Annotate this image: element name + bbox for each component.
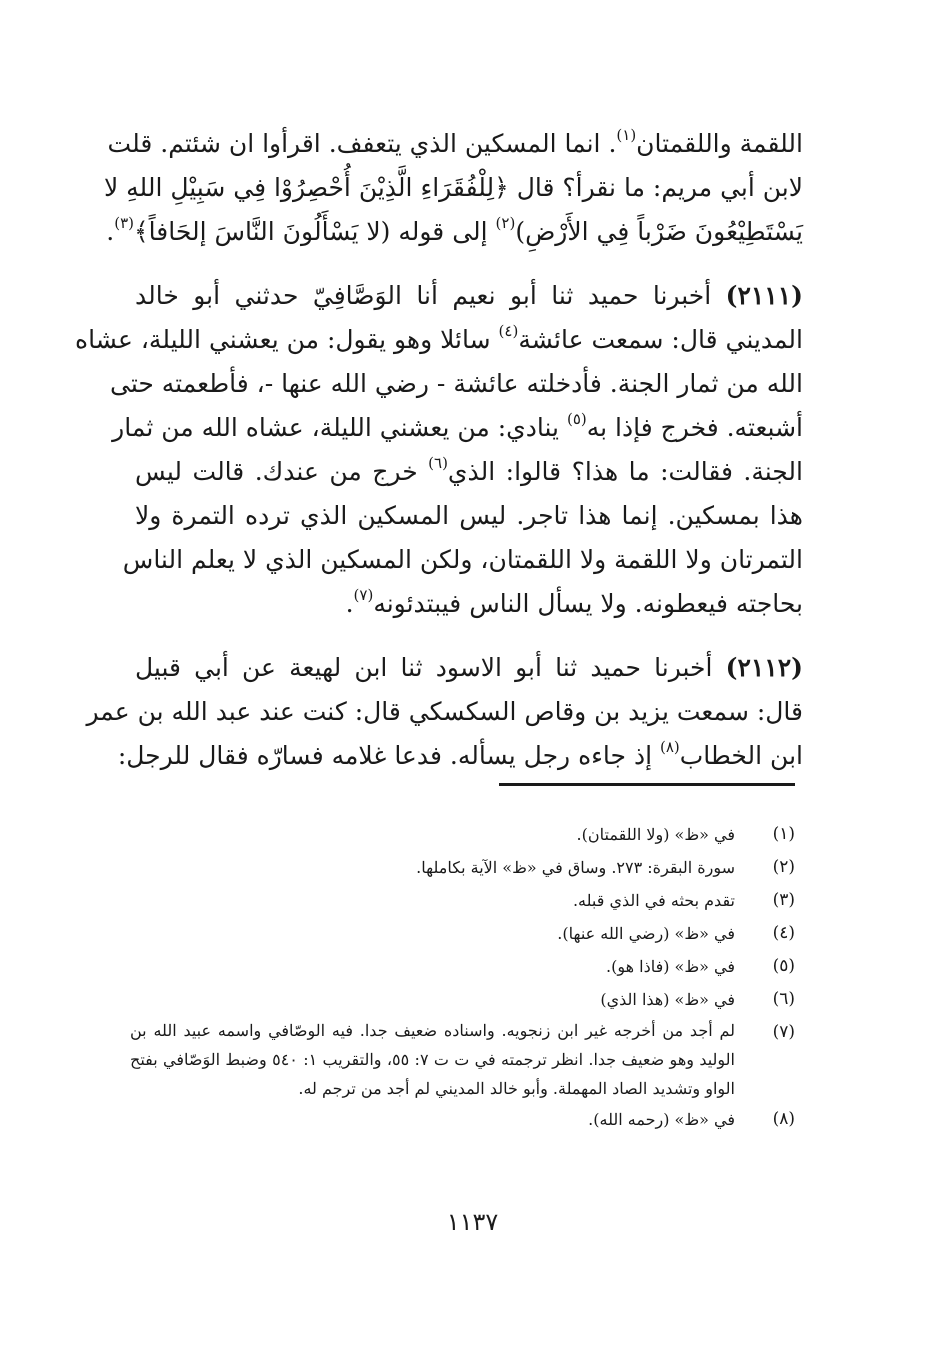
footnote-marker[interactable]: (٢) [495,214,516,232]
footnote-text: سورة البقرة: ٢٧٣. وساق في «ظ» الآية بكاملها. [416,858,735,877]
footnote-number: (١) [772,824,795,844]
hadith-number: (٢١١١) [725,281,803,310]
page-number: ١١٣٧ [446,1208,499,1236]
footnote-marker[interactable]: (٣) [114,214,135,232]
footnote-number: (٣) [772,890,795,910]
footnote-number: (٥) [772,956,795,976]
text-line: لابن أبي مريم: ما نقرأ؟ قال ﴿لِلْفُقَرَاءِ الَّذِيْنَ أُحْصِرُوْا فِي سَبِيْلِ اللهِ لا [103,173,803,202]
footnote-marker[interactable]: (٨) [659,738,680,756]
footnote-text: في «ظ» (فاذا هو). [606,957,735,976]
footnote-text: تقدم بحثه في الذي قبله. [572,891,735,910]
paragraph-spacer [135,626,803,646]
text-line: (٢١١٢) أخبرنا حميد ثنا أبو الاسود ثنا ابن لهيعة عن أبي قبيل [135,653,803,682]
footnote-text: لم أجد من أخرجه غير ابن زنجويه. واسناده ضعيف جدا. فيه الوصّافي واسمه عبيد الله بن الوليد وهو ضعيف جدا. انظر ترجمته في ت ت ٧: ٥٥، والتقريب ١: ٥٤٠ وضبط الوَصّافي بفتح الواو وتشديد الصاد المهملة. وأبو خالد المديني لم أجد من ترجم له. [130,1021,736,1098]
footnote-number: (٨) [772,1109,795,1129]
footnote-marker[interactable]: (٥) [566,410,587,428]
footnote-item [130,818,795,851]
footnotes [130,818,795,1136]
footnote-text: في «ظ» (رحمه الله). [588,1110,735,1129]
main-text [74,122,803,778]
text-line: بحاجته فيعطونه. ولا يسأل الناس فيبتدئونه$^{(٧)}$. [345,586,803,618]
paragraph-hadith-2111 [74,274,803,626]
footnote-text: في «ظ» (هذا الذي) [600,990,735,1009]
footnote-marker[interactable]: (٦) [428,454,448,472]
footnote-item [130,884,795,917]
paragraph-spacer [135,254,803,274]
text-line: الله من ثمار الجنة. فأدخلته عائشة - رضي الله عنها -، فأطعمته حتى [109,369,803,398]
footnote-marker[interactable]: (٧) [353,586,374,604]
footnote-item [130,983,795,1016]
footnote-item [130,1103,795,1136]
hadith-number: (٢١١٢) [725,653,803,682]
text-line: التمرتان ولا اللقمة ولا اللقمتان، ولكن المسكين الذي لا يعلم الناس [122,545,803,574]
footnote-text: في «ظ» (ولا اللقمتان). [576,825,735,844]
footnote-text: في «ظ» (رضي الله عنها). [557,924,735,943]
footnote-item [130,851,795,884]
footnote-number: (٢) [772,857,795,877]
footnote-divider [499,783,795,786]
text-line: ابن الخطاب$^{(٨)}$ إذ جاءه رجل يسأله. فدعا غلامه فسارّه فقال للرجل: [117,738,803,770]
text-line: اللقمة واللقمتان$^{(١)}$. انما المسكين الذي يتعفف. اقرأوا ان شئتم. قلت [107,126,803,158]
footnote-item [130,917,795,950]
text-line: الجنة. فقالت: ما هذا؟ قالوا: الذي$^{(٦)}$ خرج من عندك. قالت ليس [135,454,803,486]
footnote-marker[interactable]: (١) [616,126,637,144]
text-line: يَسْتَطِيْعُونَ ضَرْباً فِي الأَرْضِ)$^{(٢)}$ إلى قوله (لا يَسْأَلُونَ النَّاسَ إلحَافاً﴾$^{(٣)}$. [106,214,803,246]
footnote-number: (٤) [772,923,795,943]
footnote-marker[interactable]: (٤) [498,322,519,340]
text-line: هذا بمسكين. إنما هذا تاجر. ليس المسكين الذي ترده التمرة ولا [135,501,803,530]
text-line: المديني قال: سمعت عائشة$^{(٤)}$ سائلا وهو يقول: من يعشني الليلة، عشاه [74,322,803,354]
text-line: (٢١١١) أخبرنا حميد ثنا أبو نعيم أنا الوَصَّافِيّ حدثني أبو خالد [135,281,803,310]
footnote-number: (٧) [772,1022,795,1042]
paragraph-hadith-2112 [86,646,803,778]
footnote-number: (٦) [772,989,795,1009]
footnote-item [130,950,795,983]
text-line: قال: سمعت يزيد بن وقاص السكسكي قال: كنت عند عبد الله بن عمر [86,697,803,726]
paragraph-1 [103,122,803,254]
footnote-item [130,1016,795,1103]
text-line: أشبعته. فخرج فإذا به$^{(٥)}$ ينادي: من يعشني الليلة، عشاه الله من ثمار [112,410,803,442]
